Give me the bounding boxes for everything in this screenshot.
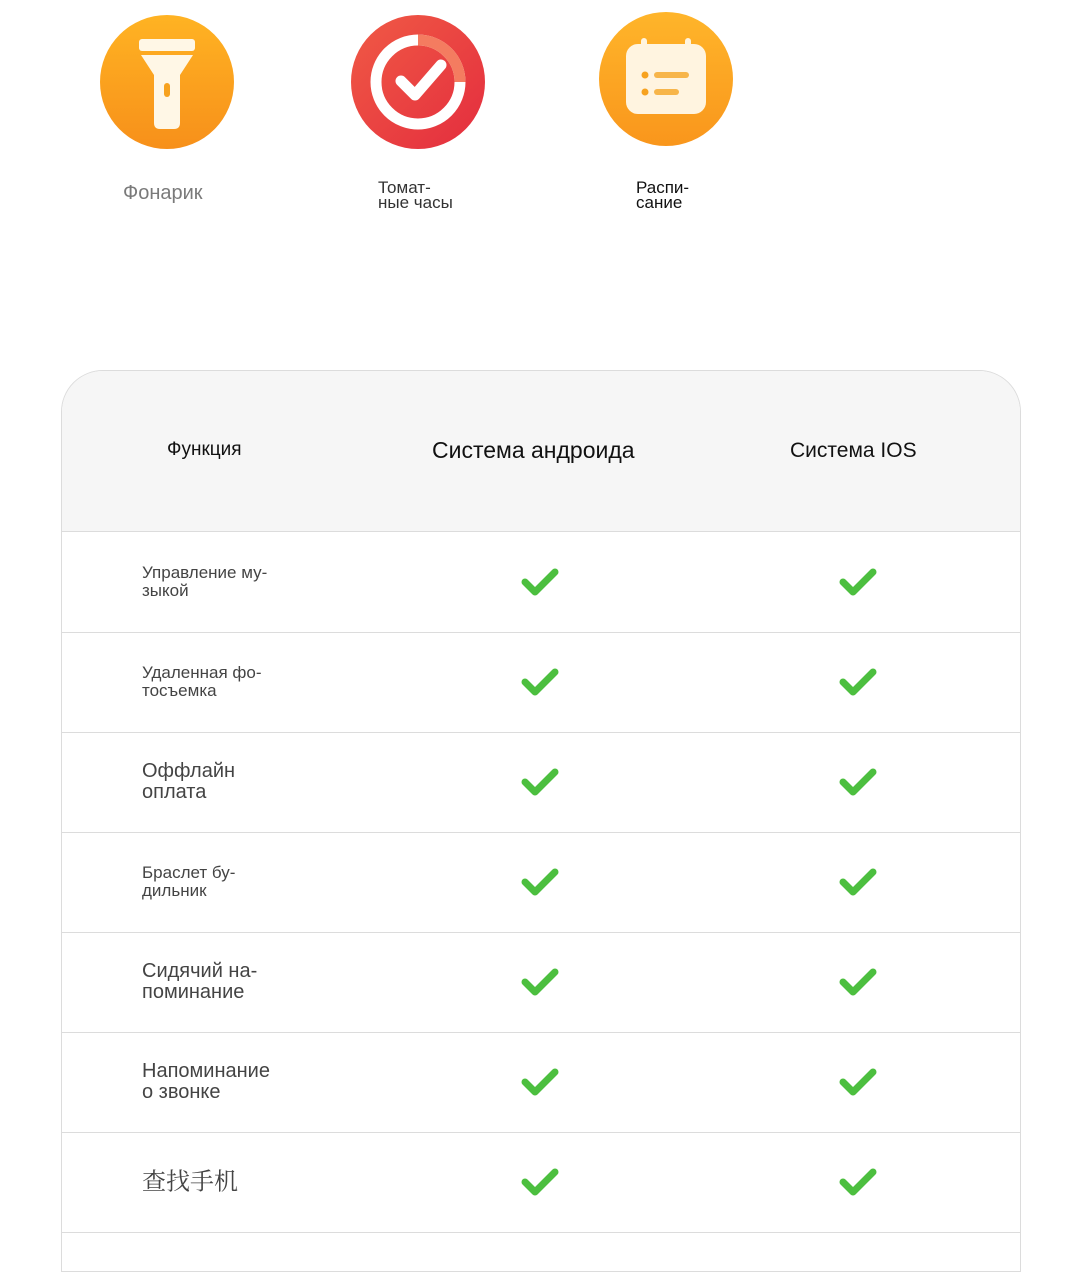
ios-check-icon	[838, 566, 878, 598]
flashlight-icon	[100, 15, 234, 149]
feature-label: Браслет бу- дильник	[142, 863, 236, 900]
table-row	[62, 732, 1020, 833]
ios-check-icon	[838, 666, 878, 698]
android-check-icon	[520, 766, 560, 798]
feature-label: Напоминание о звонке	[142, 1060, 270, 1103]
feature-label: Удаленная фо- тосъемка	[142, 663, 262, 700]
android-check-icon	[520, 566, 560, 598]
tomato-timer-label: Томат- ные часы	[378, 178, 453, 212]
android-check-icon	[520, 666, 560, 698]
schedule-icon	[599, 12, 733, 146]
android-check-icon	[520, 966, 560, 998]
android-check-icon	[520, 1166, 560, 1198]
table-row	[62, 1032, 1020, 1133]
table-row	[62, 532, 1020, 633]
tomato-timer-icon	[351, 15, 485, 149]
table-row	[62, 1132, 1020, 1233]
table-header	[62, 371, 1020, 532]
ios-check-icon	[838, 1066, 878, 1098]
feature-label: 查找手机	[142, 1168, 238, 1196]
compatibility-table	[61, 370, 1021, 1272]
feature-label: Сидячий на- поминание	[142, 960, 258, 1003]
feature-label: Оффлайн оплата	[142, 760, 236, 803]
ios-check-icon	[838, 1166, 878, 1198]
ios-check-icon	[838, 866, 878, 898]
feature-label: Управление му- зыкой	[142, 563, 268, 600]
header-ios: Система IOS	[790, 439, 917, 462]
android-check-icon	[520, 1066, 560, 1098]
table-row	[62, 932, 1020, 1033]
ios-check-icon	[838, 966, 878, 998]
flashlight-label: Фонарик	[123, 182, 203, 204]
flashlight-app[interactable]	[100, 15, 234, 149]
header-android: Система андроида	[432, 437, 635, 463]
android-check-icon	[520, 866, 560, 898]
header-feature: Функция	[167, 439, 242, 460]
table-row	[62, 632, 1020, 733]
table-row	[62, 832, 1020, 933]
ios-check-icon	[838, 766, 878, 798]
tomato-timer-app[interactable]	[351, 15, 485, 149]
schedule-label: Распи- сание	[636, 178, 690, 212]
schedule-app[interactable]	[599, 12, 733, 146]
